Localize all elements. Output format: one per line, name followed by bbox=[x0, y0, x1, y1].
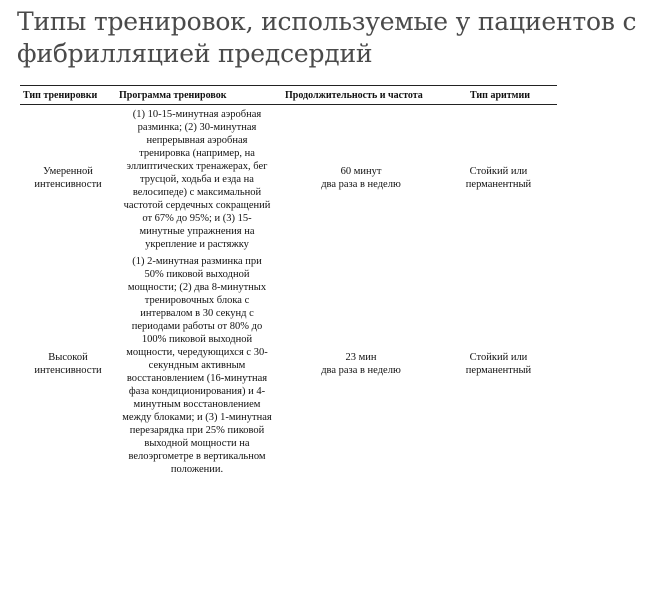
table-row bbox=[20, 251, 557, 476]
header-training-program: Программа тренировок bbox=[119, 90, 227, 101]
cell-arrhythmia-type bbox=[440, 251, 557, 476]
frequency-value: два раза в неделю bbox=[321, 364, 401, 376]
cell-training-type: Умеренной интенсивности bbox=[34, 166, 102, 190]
table-row bbox=[20, 105, 557, 252]
arrhythmia-line-2: перманентный bbox=[465, 179, 532, 190]
training-types-table-container bbox=[20, 85, 557, 476]
training-types-table bbox=[20, 85, 557, 476]
header-arrhythmia-type: Тип аритмии bbox=[470, 90, 531, 101]
duration-value: 23 мин bbox=[345, 351, 377, 363]
cell-training-type: Высокой интенсивности bbox=[34, 351, 102, 376]
arrhythmia-line-1: Стойкий или bbox=[469, 351, 528, 363]
arrhythmia-line-2: перманентный bbox=[465, 364, 532, 376]
cell-duration-frequency bbox=[282, 105, 440, 252]
table-header bbox=[20, 86, 557, 105]
cell-duration-frequency bbox=[282, 251, 440, 476]
cell-training-program: (1) 2-минутная разминка при 50% пиковой выходной мощности; (2) два 8-минутных тренировочных блока с интервалом в 30 секунд с периодами работы от 80% до 100% пиковой выходной мощности, чередующихся с 30-секундным активным восстановлением (16-минутная фаза кондиционирования) и 4-минутным восстановлением между блоками; и (3) 1-минутная перезарядка при 25% пиковой выходной мощности на велоэргометре в вертикальном положении. bbox=[122, 256, 272, 475]
table-header-row bbox=[20, 86, 557, 105]
frequency-value: два раза в неделю bbox=[321, 179, 401, 190]
cell-training-program: (1) 10-15-минутная аэробная разминка; (2) 30-минутная непрерывная аэробная тренировка (например, на эллиптических тренажерах, бег трусцой, ходьба и езда на велосипеде) с максимальной частотой сердечных сокращений от 67% до 95%; и (3) 15-минутные упражнения на укрепление и растяжку bbox=[123, 109, 271, 250]
duration-value: 60 минут bbox=[340, 166, 382, 177]
arrhythmia-line-1: Стойкий или bbox=[469, 166, 528, 177]
page-title: Типы тренировок, используемые у пациентов с фибрилляцией предсердий bbox=[17, 7, 637, 68]
header-training-type: Тип тренировки bbox=[23, 90, 98, 101]
cell-arrhythmia-type bbox=[440, 105, 557, 252]
header-duration-frequency: Продолжительность и частота bbox=[285, 90, 423, 101]
